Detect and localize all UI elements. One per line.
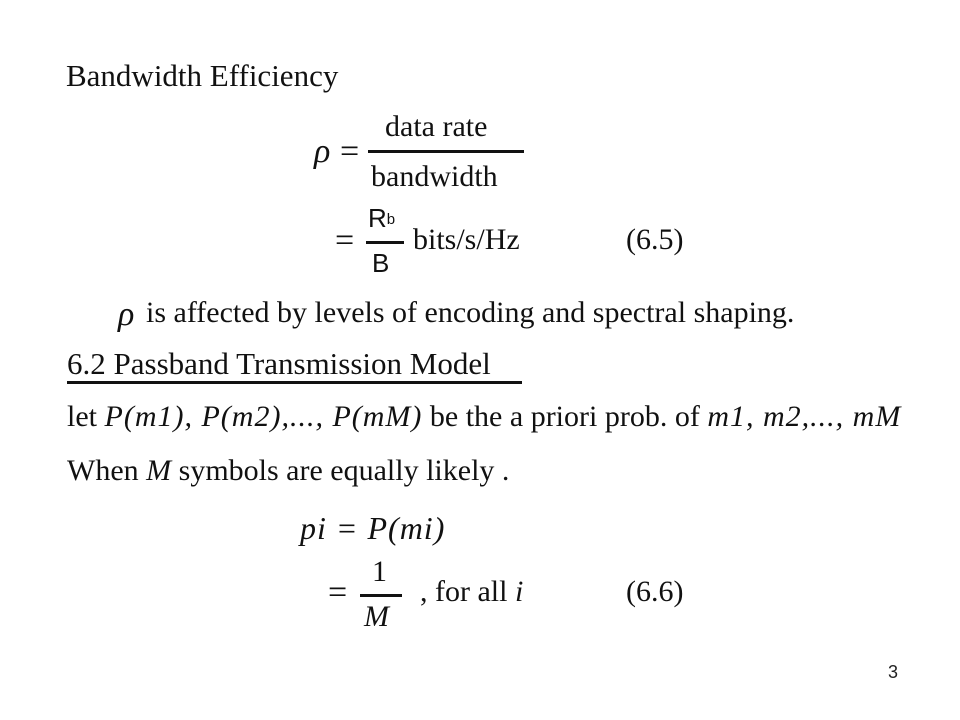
fraction-denominator: M [364, 600, 389, 633]
rb-numerator: Rb [368, 203, 396, 233]
equals-sign: = [335, 222, 355, 259]
prior-line: let P(m1), P(m2),..., P(mM) be the a priori prob. of m1, m2,..., mM [67, 400, 902, 433]
symbols-list: m1, m2,..., mM [707, 400, 902, 433]
equals-sign: = [340, 133, 360, 170]
fraction-bar [360, 594, 402, 597]
rho-symbol: ρ [118, 296, 135, 333]
fraction-bar [368, 150, 524, 153]
fraction-bar [366, 241, 404, 244]
equation-number: (6.6) [626, 575, 684, 608]
b-denominator: B [372, 248, 390, 278]
probabilities-list: P(m1), P(m2),..., P(mM) [104, 400, 423, 433]
fraction-denominator: bandwidth [371, 160, 498, 193]
rho-symbol: ρ [314, 133, 331, 170]
equation-number: (6.5) [626, 223, 684, 256]
fraction-numerator: 1 [372, 555, 387, 588]
pi-equation: pi = P(mi) [300, 510, 446, 546]
equals-sign: = [328, 574, 348, 611]
page-number: 3 [888, 662, 899, 682]
units-label: bits/s/Hz [413, 223, 520, 256]
slide-heading: Bandwidth Efficiency [66, 58, 339, 93]
equally-likely-line: When M symbols are equally likely . [67, 454, 510, 487]
m-symbol: M [146, 454, 172, 487]
for-all-text: , for all i [420, 575, 524, 608]
section-underline [67, 381, 522, 384]
section-title: 6.2 Passband Transmission Model [67, 346, 491, 381]
rho-statement: is affected by levels of encoding and spectral shaping. [146, 296, 795, 329]
fraction-numerator: data rate [385, 110, 488, 143]
